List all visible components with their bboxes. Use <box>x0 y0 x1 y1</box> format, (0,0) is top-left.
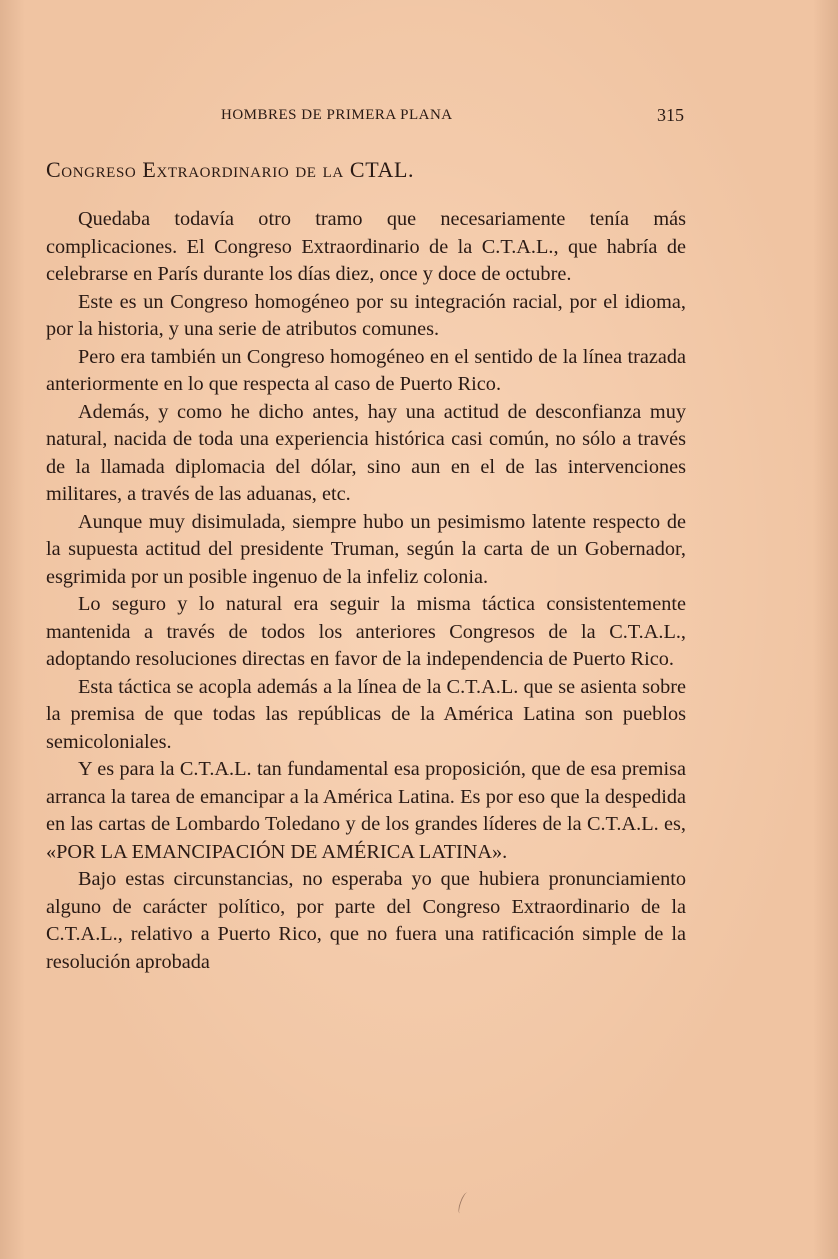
paragraph-2: Este es un Congreso homogéneo por su integración racial, por el idioma, por la historia, y una serie de atributos comunes. <box>46 290 686 340</box>
body-text <box>46 206 686 976</box>
paragraph-8: Y es para la C.T.A.L. tan fundamental esa proposición, que de esa premisa arranca la tarea de emancipar a la América Latina. Es por eso que la despedida en las cartas de Lombardo Toledano y de los grandes líderes de la C.T.A.L. es, «POR LA EMANCIPACIÓN DE AMÉRICA LATINA». <box>46 758 686 863</box>
page-number: 315 <box>657 105 684 125</box>
paragraph-7: Esta táctica se acopla además a la línea de la C.T.A.L. que se asienta sobre la premisa de que todas las repúblicas de la América Latina son pueblos semicoloniales. <box>46 675 686 753</box>
paragraph-3: Pero era también un Congreso homogéneo en el sentido de la línea trazada anteriormente en lo que respecta al caso de Puerto Rico. <box>46 345 686 395</box>
paragraph-9: Bajo estas circunstancias, no esperaba yo que hubiera pronunciamiento alguno de carácter político, por parte del Congreso Extraordinario de la C.T.A.L., relativo a Puerto Rico, que no fuera una ratificación simple de la resolución aprobada <box>46 868 686 973</box>
ink-mark <box>456 1191 470 1214</box>
paragraph-4: Además, y como he dicho antes, hay una actitud de desconfianza muy natural, nacida de toda una experiencia histórica casi común, no sólo a través de la llamada diplomacia del dólar, sino aun en el de las intervenciones militares, a través de las aduanas, etc. <box>46 400 686 505</box>
running-title: HOMBRES DE PRIMERA PLANA <box>221 107 453 123</box>
paragraph-6: Lo seguro y lo natural era seguir la misma táctica consistentemente mantenida a través de todos los anteriores Congresos de la C.T.A.L., adoptando resoluciones directas en favor de la independencia de Puerto Rico. <box>46 593 686 670</box>
paragraph-1: Quedaba todavía otro tramo que necesariamente tenía más complicaciones. El Congreso Extraordinario de la C.T.A.L., que habría de celebrarse en París durante los días diez, once y doce de octubre. <box>46 208 686 285</box>
paragraph-5: Aunque muy disimulada, siempre hubo un pesimismo latente respecto de la supuesta actitud del presidente Truman, según la carta de un Gobernador, esgrimida por un posible ingenuo de la infeliz colonia. <box>46 510 686 588</box>
section-heading: Congreso Extraordinario de la CTAL. <box>46 157 415 182</box>
running-head <box>46 105 686 129</box>
